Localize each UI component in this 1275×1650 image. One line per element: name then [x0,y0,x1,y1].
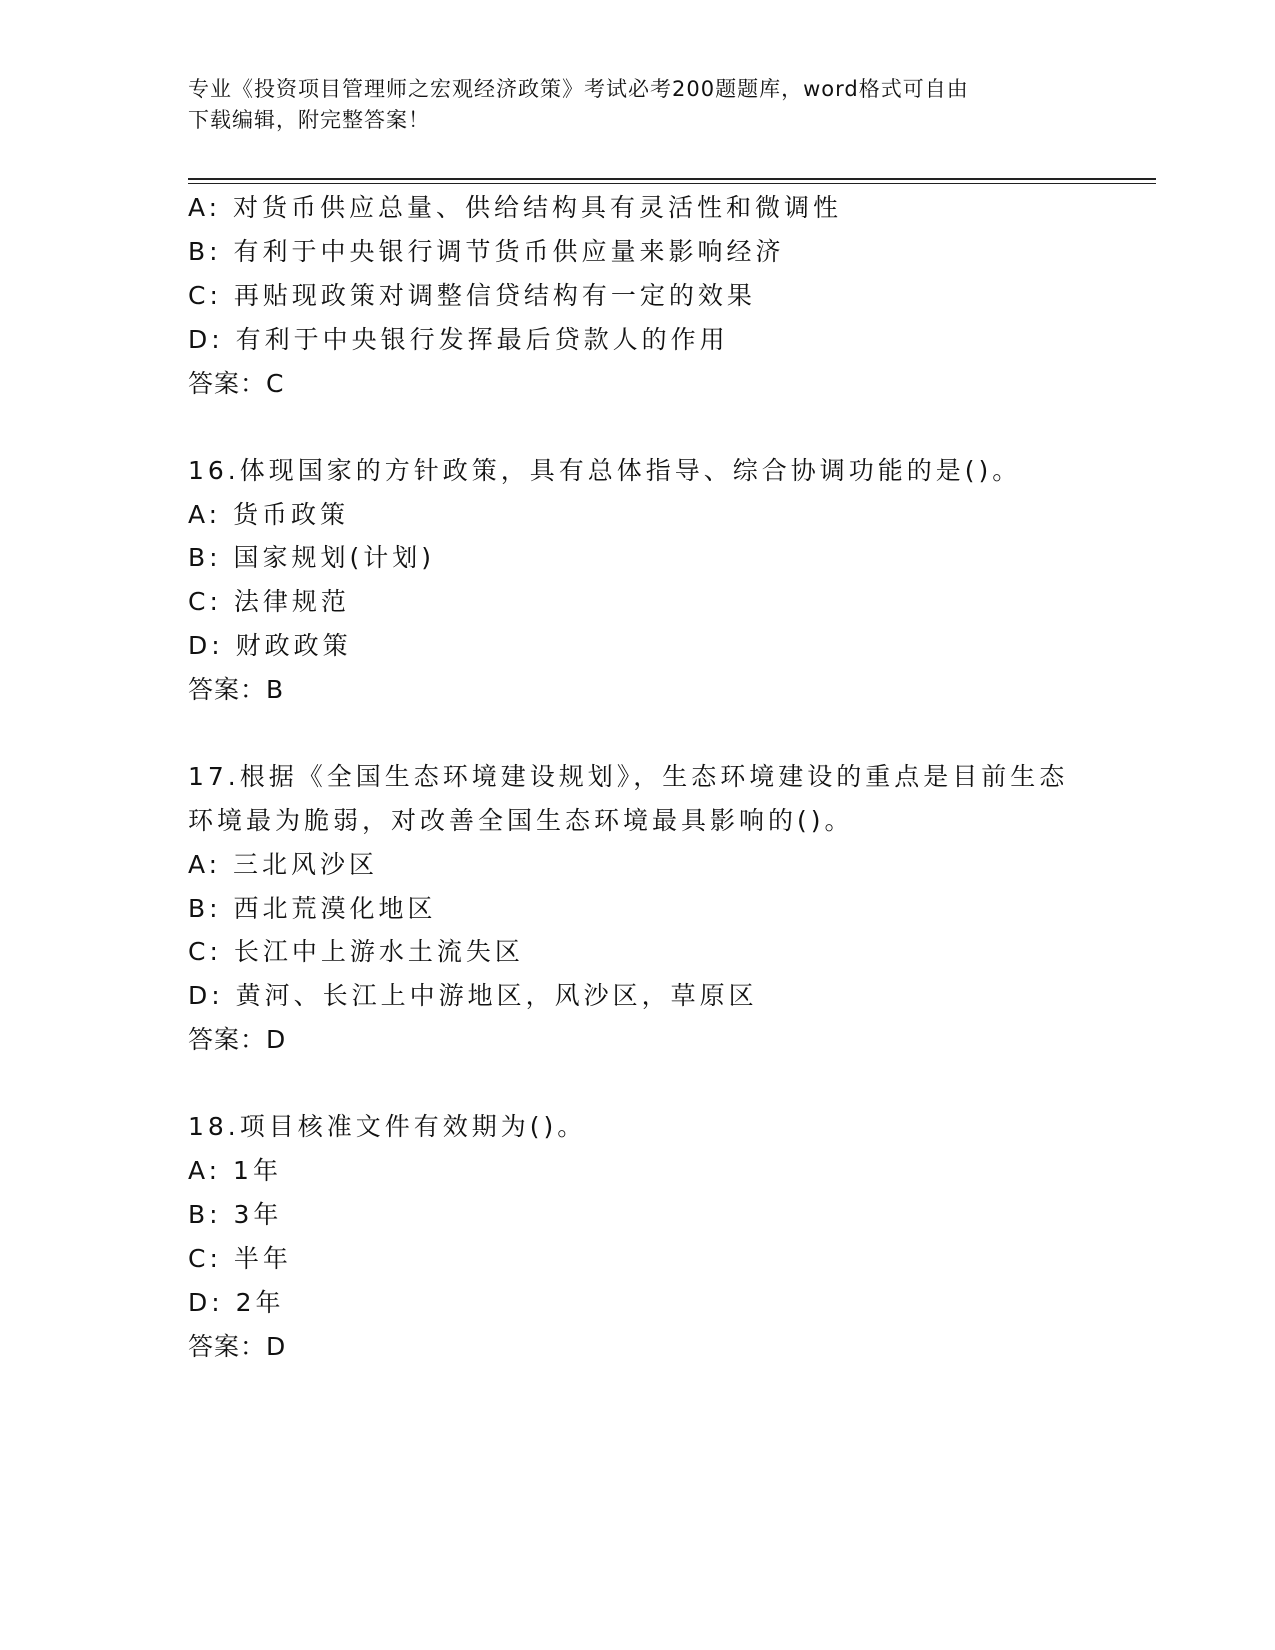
document-header [188,74,1068,136]
q16-option-a: A: 货币政策 [188,500,350,529]
q17-option-d: D: 黄河、长江上中游地区，风沙区，草原区 [188,981,758,1010]
q16-option-b: B: 国家规划(计划) [188,543,436,572]
header-divider-thin [188,183,1156,184]
q15-option-d: D: 有利于中央银行发挥最后贷款人的作用 [188,325,729,354]
q18-answer: 答案：D [188,1332,287,1361]
q15-option-b: B: 有利于中央银行调节货币供应量来影响经济 [188,237,785,266]
q16-answer: 答案：B [188,675,285,704]
q17-option-b: B: 西北荒漠化地区 [188,894,437,923]
q18-option-c: C: 半年 [188,1244,292,1273]
q18-option-a: A: 1年 [188,1156,282,1185]
q17-question-line-1: 17.根据《全国生态环境建设规划》，生态环境建设的重点是目前生态 [188,762,1069,791]
q17-question-line-2: 环境最为脆弱，对改善全国生态环境最具影响的()。 [188,806,854,835]
q17-option-a: A: 三北风沙区 [188,850,379,879]
q16-question: 16.体现国家的方针政策，具有总体指导、综合协调功能的是()。 [188,456,1022,485]
q15-option-c: C: 再贴现政策对调整信贷结构有一定的效果 [188,281,756,310]
q17-option-c: C: 长江中上游水土流失区 [188,937,524,966]
header-line-1: 专业《投资项目管理师之宏观经济政策》考试必考200题题库，word格式可自由 [188,77,969,101]
q16-option-c: C: 法律规范 [188,587,350,616]
q15-option-a: A: 对货币供应总量、供给结构具有灵活性和微调性 [188,193,843,222]
q15-answer: 答案：C [188,369,285,398]
q17-answer: 答案：D [188,1025,287,1054]
q18-option-b: B: 3年 [188,1200,283,1229]
q16-option-d: D: 财政政策 [188,631,352,660]
q18-option-d: D: 2年 [188,1288,285,1317]
header-divider-thick [188,178,1156,180]
header-line-2: 下载编辑，附完整答案！ [188,108,430,132]
q18-question: 18.项目核准文件有效期为()。 [188,1112,587,1141]
